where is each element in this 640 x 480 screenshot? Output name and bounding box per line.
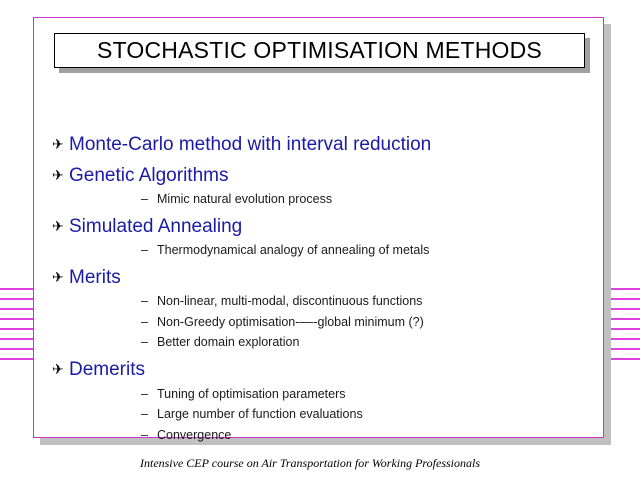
- sub-item-text: Non-linear, multi-modal, discontinuous functions: [157, 294, 423, 308]
- sub-item: [141, 387, 346, 401]
- dash-glyph: –: [141, 294, 148, 308]
- sub-item-text: Large number of function evaluations: [157, 407, 363, 421]
- sub-item: [141, 192, 332, 206]
- sub-item: [141, 243, 429, 257]
- sub-item: [141, 428, 231, 442]
- dash-glyph: –: [141, 315, 148, 329]
- slide-footer: Intensive CEP course on Air Transportation for Working Professionals: [139, 456, 480, 470]
- sub-item-text: Convergence: [157, 428, 232, 442]
- airplane-icon: ✈: [52, 270, 64, 286]
- dash-glyph: –: [141, 192, 148, 206]
- bullet-text: Monte-Carlo method with interval reduction: [69, 134, 432, 155]
- dash-glyph: –: [141, 243, 148, 257]
- bullet-simulated-annealing: [52, 216, 242, 238]
- sub-item-text: Tuning of optimisation parameters: [157, 387, 346, 401]
- bullet-text: Genetic Algorithms: [69, 165, 229, 186]
- dash-glyph: –: [141, 407, 148, 421]
- sub-item-text: Non-Greedy optimisation-––-global minimum (?): [157, 315, 424, 329]
- sub-item: [141, 315, 424, 329]
- dash-glyph: –: [141, 428, 148, 442]
- bullet-text: Simulated Annealing: [69, 216, 243, 237]
- airplane-icon: ✈: [52, 362, 64, 378]
- sub-item-text: Mimic natural evolution process: [157, 192, 333, 206]
- airplane-icon: ✈: [52, 168, 64, 184]
- dash-glyph: –: [141, 335, 148, 349]
- bullet-text: Demerits: [69, 359, 146, 380]
- bullet-demerits: [52, 359, 145, 381]
- airplane-icon: ✈: [52, 137, 64, 153]
- bullet-monte-carlo: [52, 134, 431, 156]
- title-box: [54, 33, 585, 68]
- bullet-genetic-algorithms: [52, 165, 228, 187]
- airplane-icon: ✈: [52, 219, 64, 235]
- sub-item-text: Better domain exploration: [157, 335, 300, 349]
- sub-item: [141, 407, 363, 421]
- sub-item: [141, 335, 299, 349]
- sub-item-text: Thermodynamical analogy of annealing of metals: [157, 243, 430, 257]
- sub-item: [141, 294, 422, 308]
- dash-glyph: –: [141, 387, 148, 401]
- bullet-text: Merits: [69, 267, 121, 288]
- slide-title: STOCHASTIC OPTIMISATION METHODS: [97, 37, 542, 63]
- bullet-merits: [52, 267, 121, 289]
